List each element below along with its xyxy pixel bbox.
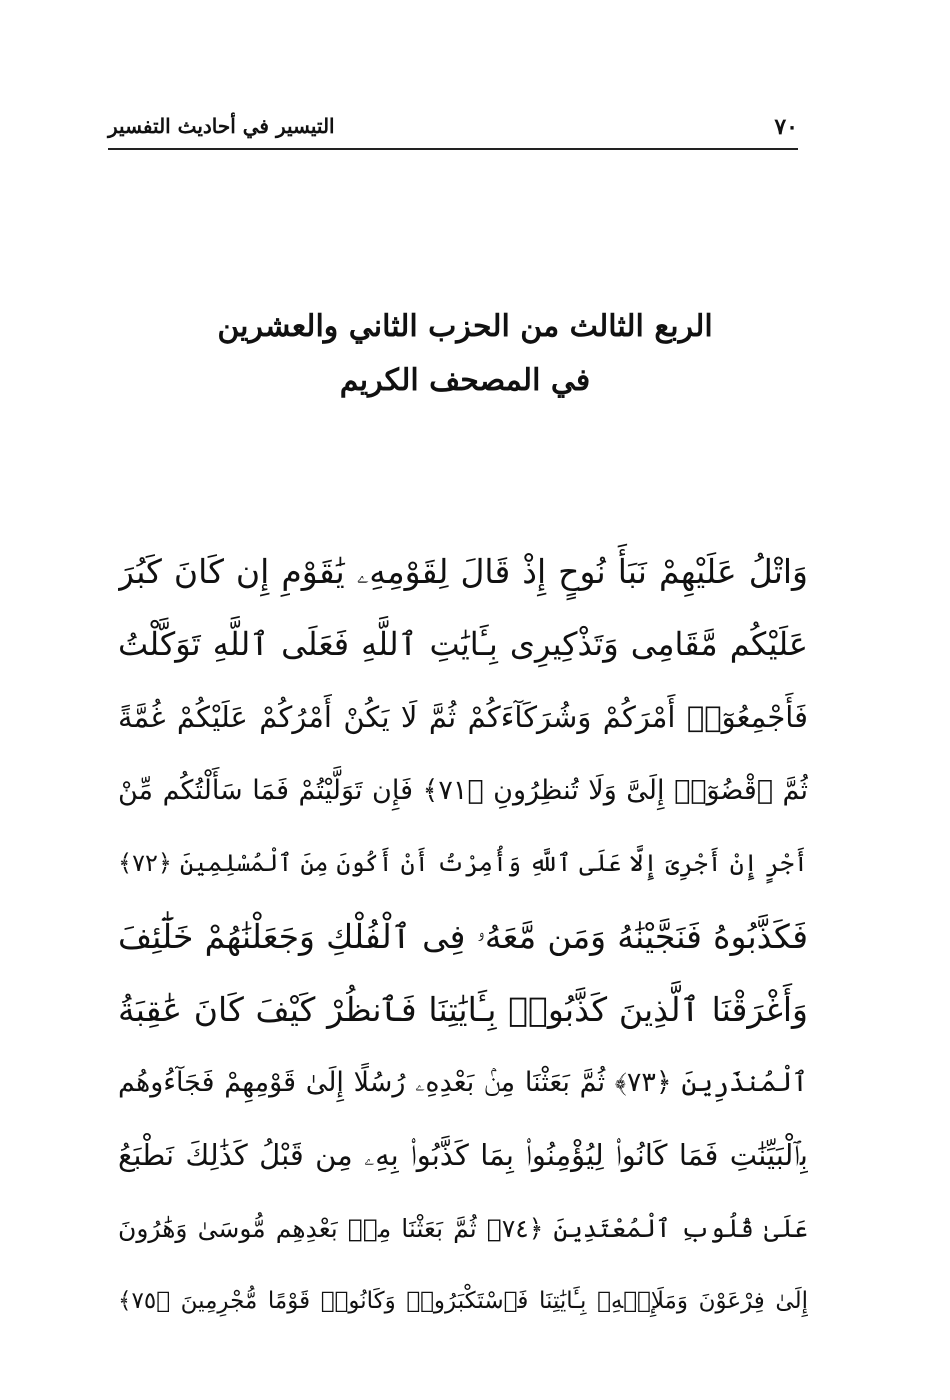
verse-line: عَلَيْكُم مَّقَامِى وَتَذْكِيرِى بِـَٔايَٰتِ ٱللَّهِ فَعَلَى ٱللَّهِ تَوَكَّلْتُ bbox=[118, 625, 808, 663]
verse-line: فَأَجْمِعُوٓا۟ أَمْرَكُمْ وَشُرَكَآءَكُمْ ثُمَّ لَا يَكُنْ أَمْرُكُمْ عَلَيْكُمْ غُمَّةً bbox=[118, 700, 808, 734]
page-number: ٧٠ bbox=[774, 114, 798, 140]
verse-line: ثُمَّ ٱقْضُوٓا۟ إِلَىَّ وَلَا تُنظِرُونِ ﴿٧١﴾ فَإِن تَوَلَّيْتُمْ فَمَا سَأَلْتُكُم مِّنْ bbox=[118, 775, 808, 806]
section-title-line-2: في المصحف الكريم bbox=[339, 363, 591, 398]
verse-line: أَجْرٍ إِنْ أَجْرِىَ إِلَّا عَلَى ٱللَّهِ وَأُمِرْتُ أَنْ أَكُونَ مِنَ ٱلْمُسْلِمِينَ ﴿٧٢﴾ bbox=[118, 849, 808, 877]
running-header bbox=[108, 108, 798, 150]
verse-line: فَكَذَّبُوهُ فَنَجَّيْنَٰهُ وَمَن مَّعَهُۥ فِى ٱلْفُلْكِ وَجَعَلْنَٰهُمْ خَلَٰٓئِفَ bbox=[118, 917, 808, 956]
book-title: التيسير في أحاديث التفسير bbox=[108, 114, 335, 138]
verse-line: عَلَىٰ قُلُوبِ ٱلْمُعْتَدِينَ ﴿٧٤﴾ ثُمَّ بَعَثْنَا مِنۢ بَعْدِهِم مُّوسَىٰ وَهَٰرُونَ bbox=[118, 1214, 808, 1243]
verse-line: بِٱلْبَيِّنَٰتِ فَمَا كَانُوا۟ لِيُؤْمِنُوا۟ بِمَا كَذَّبُوا۟ بِهِۦ مِن قَبْلُ كَذَٰلِكَ نَطْبَعُ bbox=[118, 1138, 808, 1172]
verse-line: وَأَغْرَقْنَا ٱلَّذِينَ كَذَّبُوا۟ بِـَٔايَٰتِنَا فَٱنظُرْ كَيْفَ كَانَ عَٰقِبَةُ bbox=[118, 990, 808, 1029]
verse-line: ٱلْمُنذَرِينَ ﴿٧٣﴾ ثُمَّ بَعَثْنَا مِنۢ بَعْدِهِۦ رُسُلًا إِلَىٰ قَوْمِهِمْ فَجَآءُوهُم bbox=[118, 1067, 808, 1098]
verse-line: إِلَىٰ فِرْعَوْنَ وَمَلَإِي۟هِۦ بِـَٔايَٰتِنَا فَٱسْتَكْبَرُوا۟ وَكَانُوا۟ قَوْمًا مُّجْرِمِينَ ﴿٧٥﴾ bbox=[118, 1288, 808, 1314]
verse-line: وَاتْلُ عَلَيْهِمْ نَبَأَ نُوحٍ إِذْ قَالَ لِقَوْمِهِۦ يَٰقَوْمِ إِن كَانَ كَبُرَ bbox=[118, 552, 808, 591]
quran-verses bbox=[118, 535, 808, 1338]
section-title bbox=[120, 300, 810, 408]
section-title-line-1: الربع الثالث من الحزب الثاني والعشرين bbox=[217, 309, 713, 344]
